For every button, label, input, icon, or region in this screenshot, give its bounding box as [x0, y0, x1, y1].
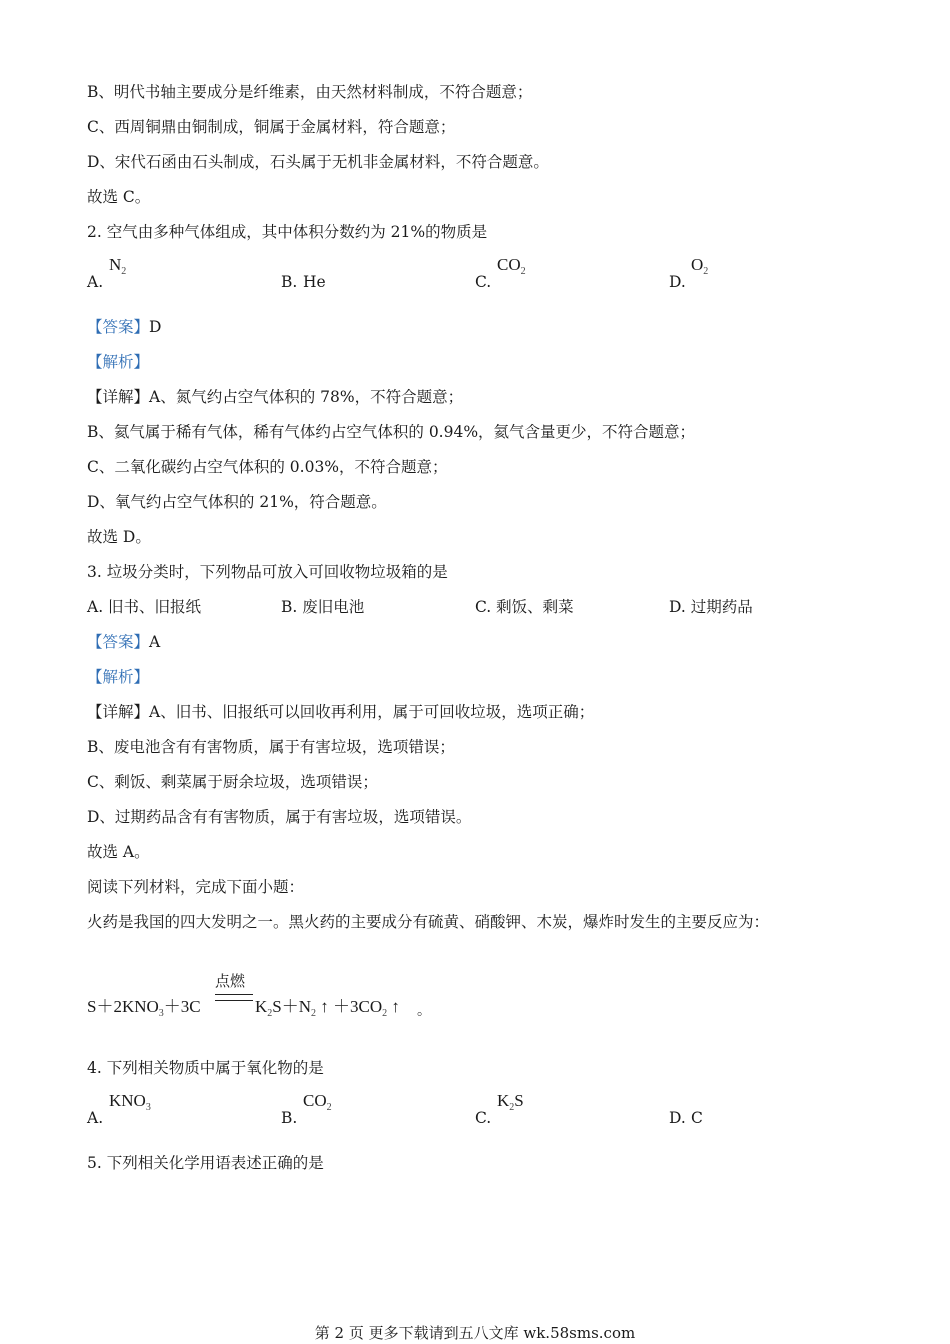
answer-value: D — [149, 318, 162, 336]
detail-line: 【详解】A、旧书、旧报纸可以回收再利用，属于可回收垃圾，选项正确； — [87, 703, 595, 721]
question-2-stem: 2. 空气由多种气体组成，其中体积分数约为 21%的物质是 — [87, 223, 488, 241]
text-line: D、宋代石函由石头制成，石头属于无机非金属材料，不符合题意。 — [87, 153, 549, 171]
option-d[interactable]: D. 过期药品 — [669, 598, 753, 616]
detail-line: B、氦气属于稀有气体，稀有气体约占空气体积的 0.94%，氦气含量更少，不符合题意； — [87, 423, 696, 441]
chemical-equation: $S+2KNO_3+3C$ 点燃 $K_2S+N_2$ ↑ $+3CO_2$ ↑ 。 — [87, 972, 431, 1019]
answer-tag: 【答案】 — [87, 633, 150, 651]
reading-intro: 阅读下列材料，完成下面小题： — [87, 878, 305, 896]
answer-value: A — [149, 633, 161, 651]
equals-sign — [215, 994, 253, 1001]
question-5-stem: 5. 下列相关化学用语表述正确的是 — [87, 1154, 324, 1172]
choose-line: 故选 A。 — [87, 843, 150, 861]
analysis-tag: 【解析】 — [87, 668, 150, 686]
analysis-tag: 【解析】 — [87, 353, 150, 371]
detail-line: C、剩饭、剩菜属于厨余垃圾，选项错误； — [87, 773, 378, 791]
answer-tag: 【答案】 — [87, 318, 150, 336]
answer-line — [87, 632, 160, 652]
detail-line: D、氧气约占空气体积的 21%，符合题意。 — [87, 493, 387, 511]
detail-line: C、二氧化碳约占空气体积的 0.03%，不符合题意； — [87, 458, 448, 476]
question-4-options: A. $KNO_3$ B. $CO_2$ C. $K_2S$ D. C — [87, 1091, 703, 1127]
choose-line: 故选 D。 — [87, 528, 151, 546]
reading-text: 火药是我国的四大发明之一。黑火药的主要成分有硫黄、硝酸钾、木炭，爆炸时发生的主要反应为： — [87, 913, 770, 931]
question-2-options: A. $N_2$ B. He C. $CO_2$ D. $O_2$ — [87, 255, 709, 291]
question-3-stem: 3. 垃圾分类时，下列物品可放入可回收物垃圾箱的是 — [87, 563, 448, 581]
option-b[interactable]: B. 废旧电池 — [281, 598, 365, 616]
option-a[interactable]: A. 旧书、旧报纸 — [87, 598, 202, 616]
detail-tag: 【详解】 — [87, 388, 150, 406]
text-line: C、西周铜鼎由铜制成，铜属于金属材料，符合题意； — [87, 118, 456, 136]
text-line: 故选 C。 — [87, 188, 151, 206]
option-c[interactable]: C. 剩饭、剩菜 — [475, 598, 574, 616]
detail-line: 【详解】A、氮气约占空气体积的 78%，不符合题意； — [87, 388, 464, 406]
answer-line — [87, 317, 161, 337]
question-4-stem: 4. 下列相关物质中属于氧化物的是 — [87, 1059, 324, 1077]
detail-line: B、废电池含有有害物质，属于有害垃圾，选项错误； — [87, 738, 455, 756]
text-line: B、明代书轴主要成分是纤维素，由天然材料制成，不符合题意； — [87, 83, 533, 101]
detail-tag: 【详解】 — [87, 703, 150, 721]
detail-line: D、过期药品含有有害物质，属于有害垃圾，选项错误。 — [87, 808, 472, 826]
reaction-condition: 点燃 — [215, 972, 246, 990]
page-footer: 第 2 页 更多下载请到五八文库 wk.58sms.com — [314, 1324, 636, 1342]
